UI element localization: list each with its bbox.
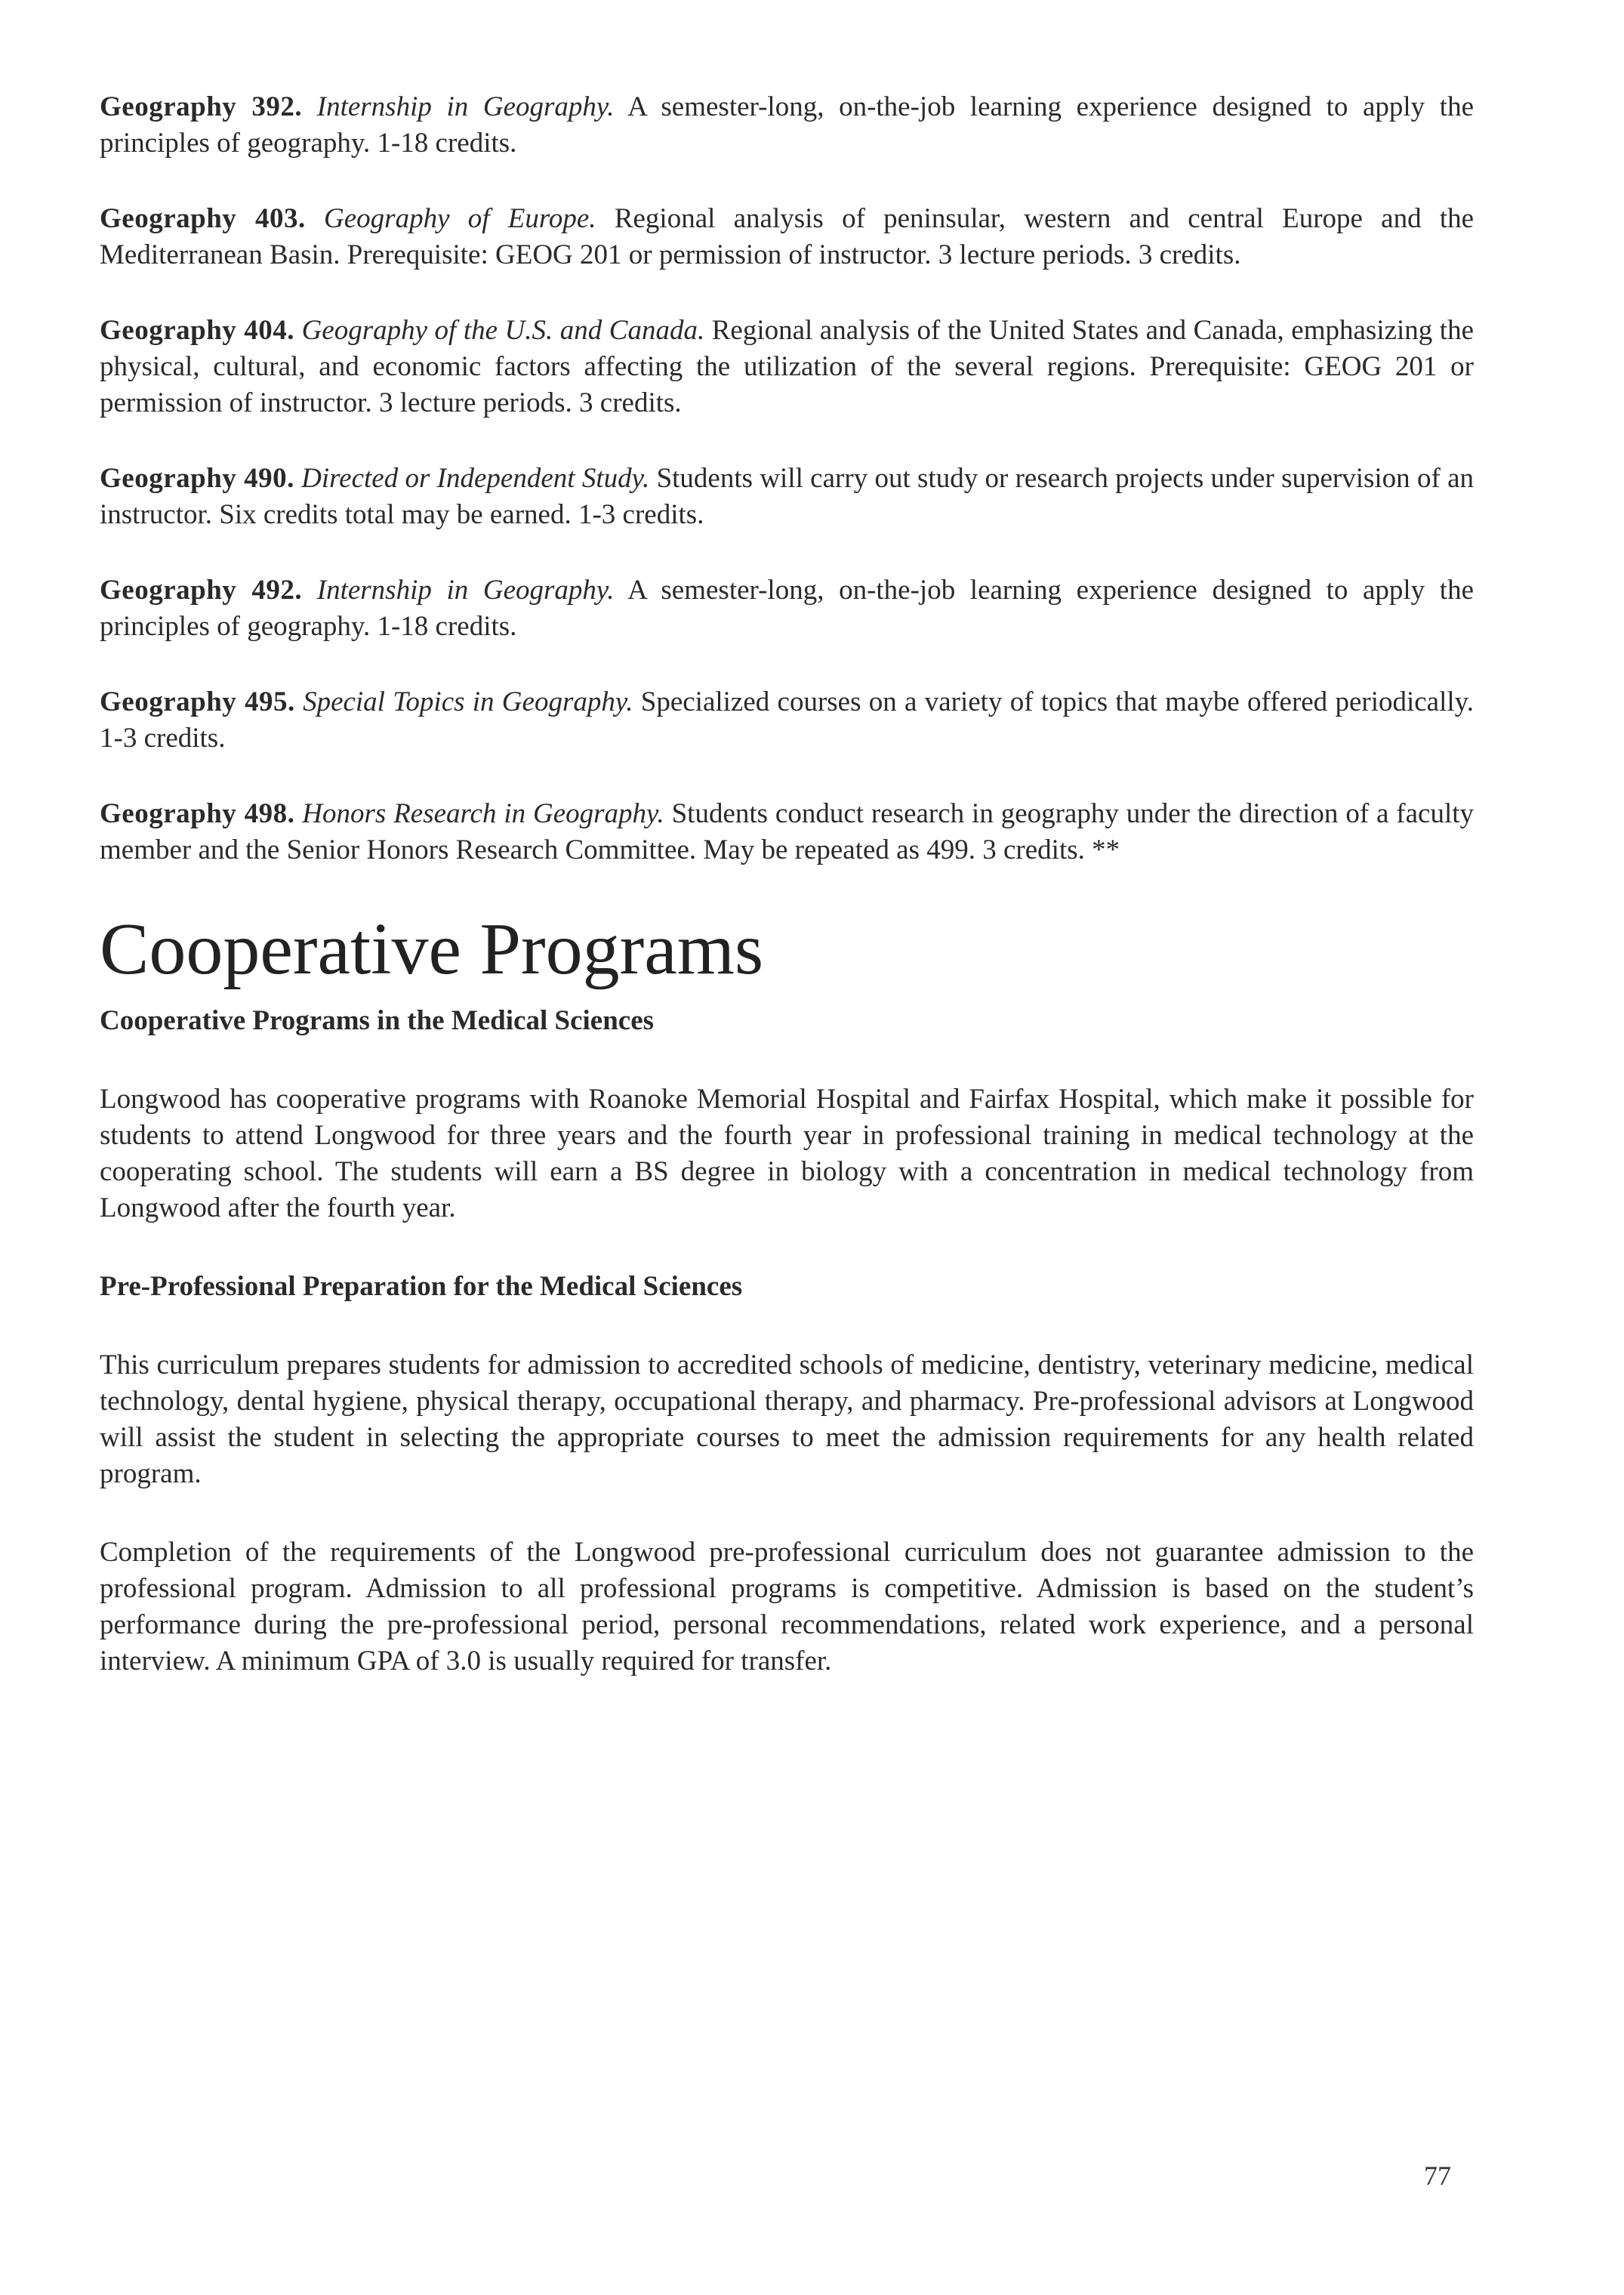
course-geography-403 [100,201,1474,273]
course-number: Geography 495. [100,686,295,717]
course-number: Geography 404. [100,315,295,346]
course-description: Students conduct research in geography under the direction of a faculty member and the Senior Honors Research Committee. May be repeated as 499. 3 credits. ** [100,798,1475,865]
course-geography-492 [100,572,1474,645]
course-description: Students will carry out study or research projects under supervision of an instructor. Six credits total may be earned. 1-3 credits. [100,463,1475,530]
course-number: Geography 392. [100,91,303,122]
course-geography-404 [100,313,1474,421]
course-title: Geography of Europe. [324,203,596,234]
course-number: Geography 492. [100,575,303,606]
course-title: Geography of the U.S. and Canada. [301,315,705,346]
course-description: Regional analysis of the United States and Canada, emphasizing the physical, cultural, and economic factors affecting the utilization of the several regions. Prerequisite: GEOG 201 or permission of instructor. 3 lecture periods. 3 credits. [100,315,1475,418]
course-description: A semester-long, on-the-job learning experience designed to apply the principles of geography. 1-18 credits. [100,91,1474,159]
section-heading-cooperative-programs: Cooperative Programs [100,908,764,990]
course-geography-498 [100,796,1474,868]
course-title: Special Topics in Geography. [303,686,633,717]
course-title: Directed or Independent Study. [301,463,650,494]
paragraph-pre-professional-admission: Completion of the requirements of the Longwood pre-professional curriculum does not guarantee admission to the professional program. Admission to all professional programs is competitive. Admission is based on the student’s performance during the pre-professional period, personal recommendations, related work experience, and a personal interview. A minimum GPA of 3.0 is usually required for transfer. [100,1537,1474,1677]
course-title: Internship in Geography. [316,575,615,606]
page-content [100,89,1474,1722]
course-geography-392 [100,89,1474,162]
page-number: 77 [1424,2161,1451,2191]
paragraph-cooperative-medical: Longwood has cooperative programs with Roanoke Memorial Hospital and Fairfax Hospital, which make it possible for students to attend Longwood for three years and the fourth year in professional training in medical technology at the cooperating school. The students will earn a BS degree in biology with a concentration in medical technology from Longwood after the fourth year. [100,1084,1474,1223]
subheading-pre-professional: Pre-Professional Preparation for the Medical Sciences [100,1271,743,1302]
course-description: Regional analysis of peninsular, western and central Europe and the Mediterranean Basin. Prerequisite: GEOG 201 or permission of instructor. 3 lecture periods. 3 credits. [100,203,1475,270]
course-number: Geography 498. [100,798,295,829]
subheading-medical-sciences: Cooperative Programs in the Medical Sciences [100,1005,655,1036]
course-geography-495 [100,684,1474,757]
course-number: Geography 490. [100,463,294,494]
course-description: A semester-long, on-the-job learning experience designed to apply the principles of geography. 1-18 credits. [100,575,1474,642]
course-number: Geography 403. [100,203,306,234]
course-title: Honors Research in Geography. [302,798,664,829]
course-geography-490 [100,461,1474,533]
course-title: Internship in Geography. [316,91,615,122]
course-description: Specialized courses on a variety of topics that maybe offered periodically. 1-3 credits. [100,686,1475,754]
paragraph-pre-professional-curriculum: This curriculum prepares students for admission to accredited schools of medicine, dentistry, veterinary medicine, medical technology, dental hygiene, physical therapy, occupational therapy, and pharmacy. Pre-professional advisors at Longwood will assist the student in selecting the appropriate courses to meet the admission requirements for any health related program. [100,1350,1474,1489]
